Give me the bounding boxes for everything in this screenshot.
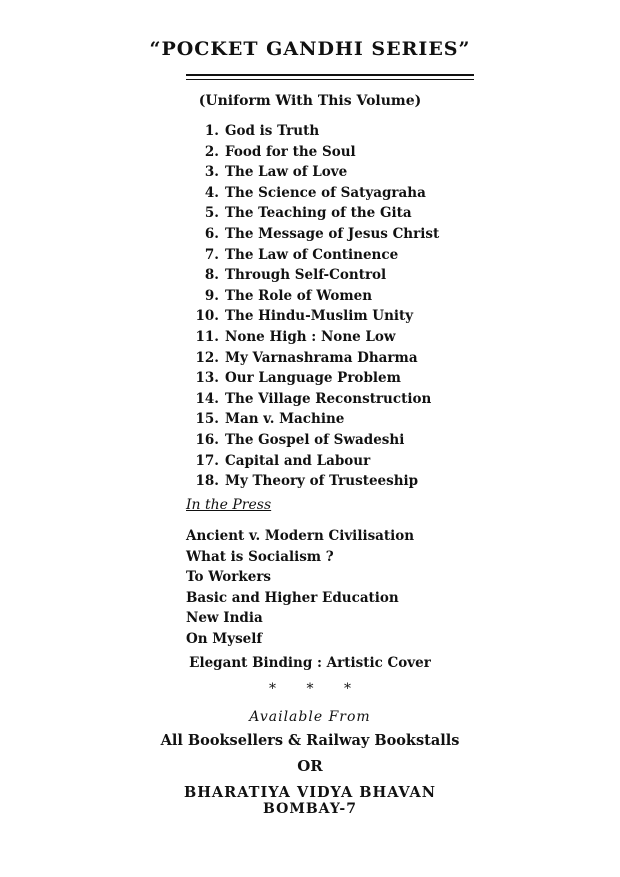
book-item xyxy=(186,471,439,492)
book-number: 10. xyxy=(195,308,219,325)
sellers-line: All Booksellers & Railway Bookstalls xyxy=(160,732,460,749)
book-item xyxy=(186,306,439,327)
book-item xyxy=(186,121,439,142)
book-title: The Role of Women xyxy=(225,287,373,304)
press-book-item: What is Socialism ? xyxy=(186,548,334,565)
book-item xyxy=(186,430,439,451)
book-item xyxy=(186,203,439,224)
or-separator: OR xyxy=(297,757,323,775)
book-number: 8. xyxy=(204,267,219,284)
star-divider: * * * xyxy=(269,681,351,697)
binding-note: Elegant Binding : Artistic Cover xyxy=(189,655,431,671)
book-number: 4. xyxy=(204,184,219,201)
book-number: 1. xyxy=(204,123,219,139)
book-title: Food for the Soul xyxy=(225,143,356,160)
book-number: 7. xyxy=(204,246,219,263)
book-list xyxy=(186,121,439,492)
title-rule-thick xyxy=(186,74,474,76)
series-title: “POCKET GANDHI SERIES” xyxy=(149,38,471,60)
book-title: The Hindu-Muslim Unity xyxy=(225,308,414,325)
series-subtitle: (Uniform With This Volume) xyxy=(198,93,422,109)
press-book-item: Ancient v. Modern Civilisation xyxy=(186,528,415,544)
book-title: The Law of Continence xyxy=(225,246,399,263)
press-list xyxy=(186,526,414,649)
book-number: 9. xyxy=(204,287,219,304)
book-number: 14. xyxy=(195,390,219,407)
book-number: 6. xyxy=(204,225,219,242)
press-book-item: New India xyxy=(186,610,263,626)
book-item xyxy=(186,348,439,369)
book-item xyxy=(186,286,439,307)
book-item xyxy=(186,224,439,245)
book-title: Man v. Machine xyxy=(225,411,345,428)
available-from-label: Available From xyxy=(249,709,371,725)
book-number: 13. xyxy=(195,370,219,387)
press-book-item: To Workers xyxy=(186,569,272,585)
book-item xyxy=(186,265,439,286)
press-book-item: On Myself xyxy=(186,630,263,647)
book-number: 16. xyxy=(195,431,219,448)
book-title: God is Truth xyxy=(225,123,320,139)
book-title: None High : None Low xyxy=(225,328,396,345)
book-number: 15. xyxy=(195,411,219,428)
book-item xyxy=(186,389,439,410)
book-title: The Science of Satyagraha xyxy=(225,184,426,201)
title-rule-thin xyxy=(186,79,474,80)
book-item xyxy=(186,451,439,472)
book-title: Capital and Labour xyxy=(225,452,371,469)
book-title: The Message of Jesus Christ xyxy=(225,225,440,242)
book-title: The Law of Love xyxy=(225,164,348,181)
book-title: The Teaching of the Gita xyxy=(225,205,412,222)
book-number: 3. xyxy=(204,164,219,181)
book-number: 5. xyxy=(204,205,219,222)
book-item xyxy=(186,327,439,348)
book-item xyxy=(186,183,439,204)
press-book-item: Basic and Higher Education xyxy=(186,589,399,606)
book-item xyxy=(186,142,439,163)
book-number: 12. xyxy=(195,349,219,366)
publisher-city: BOMBAY-7 xyxy=(263,801,357,817)
book-item xyxy=(186,245,439,266)
book-title: The Village Reconstruction xyxy=(225,390,432,407)
book-number: 11. xyxy=(195,328,219,345)
book-number: 18. xyxy=(195,473,219,490)
book-title: My Varnashrama Dharma xyxy=(225,349,418,366)
publisher-name: BHARATIYA VIDYA BHAVAN xyxy=(183,784,437,801)
book-title: The Gospel of Swadeshi xyxy=(225,431,405,448)
book-item xyxy=(186,368,439,389)
in-the-press-heading: In the Press xyxy=(186,497,272,513)
book-title: My Theory of Trusteeship xyxy=(225,473,419,490)
book-title: Our Language Problem xyxy=(225,370,401,387)
book-item xyxy=(186,409,439,430)
book-title: Through Self-Control xyxy=(225,267,387,284)
book-item xyxy=(186,162,439,183)
book-number: 2. xyxy=(204,143,219,160)
book-number: 17. xyxy=(195,452,219,469)
